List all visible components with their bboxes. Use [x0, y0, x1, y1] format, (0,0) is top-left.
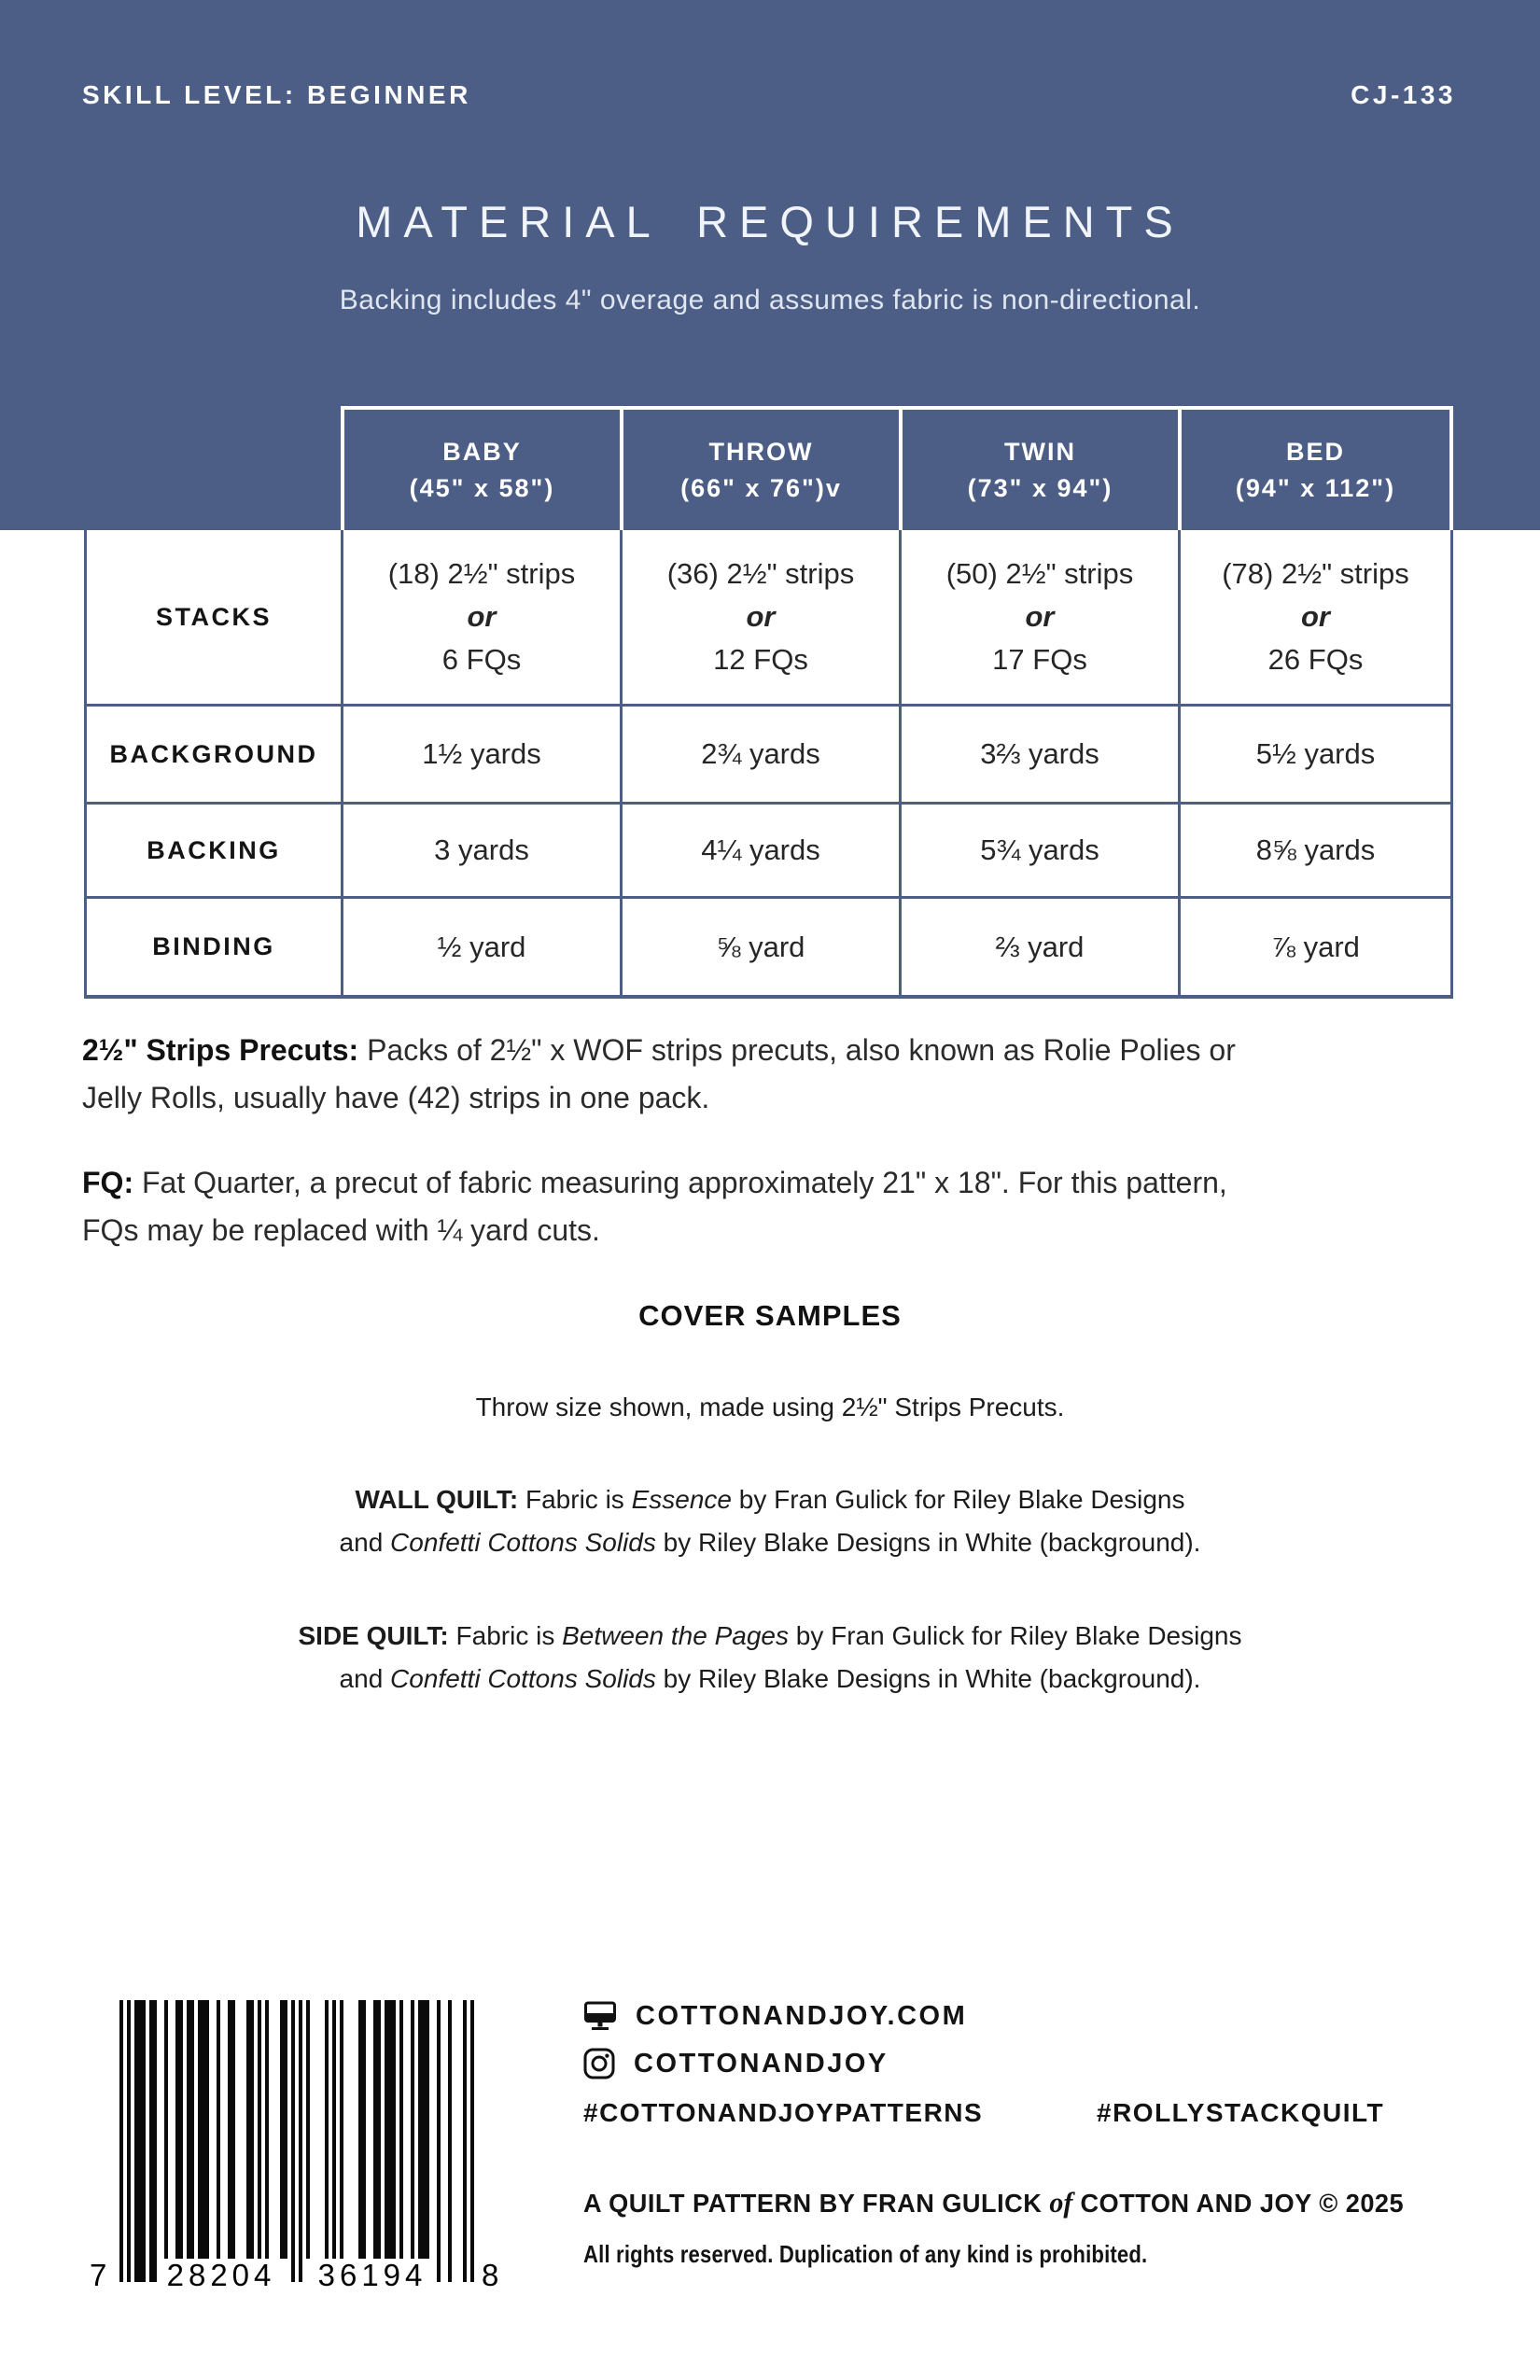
material-table-header	[84, 406, 1453, 530]
instagram-handle: COTTONANDJOY	[634, 2048, 889, 2079]
table-cell-stacks-baby	[343, 530, 620, 704]
table-cell-background-throw: 2¾ yards	[623, 707, 899, 802]
table-cell-binding-throw: ⅝ yard	[623, 899, 899, 995]
stacks-fqs: 6 FQs	[441, 642, 522, 676]
stacks-strips: (50) 2½" strips	[945, 557, 1134, 591]
column-header-twin	[899, 406, 1178, 530]
cover-samples-intro: Throw size shown, made using 2½" Strips Precuts.	[475, 1393, 1065, 1421]
table-cell-background-twin: 3⅔ yards	[902, 707, 1178, 802]
row-label-stacks: STACKS	[87, 530, 341, 704]
table-cell-backing-baby: 3 yards	[343, 805, 620, 896]
cover-samples-section	[0, 1299, 1540, 1751]
material-requirements-table	[84, 530, 1453, 999]
table-corner-cell	[84, 406, 341, 530]
column-size: (73" x 94")	[967, 473, 1113, 502]
column-name: BED	[1285, 438, 1345, 467]
stacks-or: or	[746, 600, 776, 634]
barcode-bar	[470, 2000, 474, 2282]
table-cell-backing-throw: 4¼ yards	[623, 805, 899, 896]
column-name: TWIN	[1004, 438, 1076, 467]
definition-notes	[82, 1027, 1487, 1292]
stacks-fqs: 12 FQs	[713, 642, 808, 676]
stacks-strips: (36) 2½" strips	[666, 557, 855, 591]
hashtag-patterns: #COTTONANDJOYPATTERNS	[583, 2098, 984, 2127]
column-name: BABY	[442, 438, 522, 467]
column-size: (45" x 58")	[409, 473, 555, 502]
column-header-bed	[1178, 406, 1453, 530]
page-title: MATERIAL REQUIREMENTS	[356, 197, 1184, 246]
barcode-digits-group2: 36194	[317, 2258, 427, 2292]
column-header-throw	[620, 406, 899, 530]
rights-line: All rights reserved. Duplication of any kind is prohibited.	[583, 2240, 1148, 2268]
barcode-digit-left: 7	[90, 2258, 112, 2292]
pattern-code: CJ-133	[1351, 80, 1456, 109]
monitor-icon	[583, 1999, 617, 2033]
column-header-baby	[341, 406, 620, 530]
table-cell-background-bed: 5½ yards	[1181, 707, 1450, 802]
website-row	[583, 1999, 967, 2033]
table-cell-binding-twin: ⅔ yard	[902, 899, 1178, 995]
table-cell-stacks-throw	[623, 530, 899, 704]
side-quilt-note: SIDE QUILT: Fabric is Between the Pages by Fran Gulick for Riley Blake Designs and Confetti Cottons Solids by Riley Blake Designs in White (background).	[298, 1621, 1242, 1693]
credit-line: A QUILT PATTERN BY FRAN GULICK of COTTON AND JOY © 2025	[583, 2186, 1405, 2219]
column-size: (94" x 112")	[1235, 473, 1396, 502]
header-meta-row	[82, 80, 1456, 110]
cover-samples-heading: COVER SAMPLES	[638, 1299, 902, 1332]
stacks-or: or	[1301, 600, 1330, 634]
instagram-row	[583, 2048, 889, 2079]
table-cell-background-baby: 1½ yards	[343, 707, 620, 802]
page-subtitle: Backing includes 4" overage and assumes fabric is non-directional.	[339, 285, 1201, 315]
barcode-digits-group1: 28204	[166, 2258, 276, 2292]
table-cell-stacks-twin	[902, 530, 1178, 704]
note-fq: FQ: Fat Quarter, a precut of fabric measuring approximately 21" x 18". For this pattern, FQs may be replaced with ¼ yard cuts.	[82, 1166, 1227, 1247]
row-label-background: BACKGROUND	[87, 707, 341, 802]
row-label-backing: BACKING	[87, 805, 341, 896]
table-cell-stacks-bed	[1181, 530, 1450, 704]
stacks-strips: (18) 2½" strips	[387, 557, 576, 591]
wall-quilt-note: WALL QUILT: Fabric is Essence by Fran Gulick for Riley Blake Designs and Confetti Cottons Solids by Riley Blake Designs in White (background).	[339, 1485, 1201, 1557]
note-strips-precuts: 2½" Strips Precuts: Packs of 2½" x WOF strips precuts, also known as Rolie Polies or Jelly Rolls, usually have (42) strips in one pack.	[82, 1033, 1236, 1114]
table-cell-backing-bed: 8⅝ yards	[1181, 805, 1450, 896]
table-cell-binding-baby: ½ yard	[343, 899, 620, 995]
stacks-or: or	[1025, 600, 1055, 634]
column-name: THROW	[708, 438, 814, 467]
row-label-binding: BINDING	[87, 899, 341, 995]
barcode-digit-right: 8	[482, 2258, 504, 2292]
upc-barcode	[90, 2000, 504, 2292]
stacks-fqs: 17 FQs	[992, 642, 1087, 676]
website-url: COTTONANDJOY.COM	[636, 2000, 968, 2031]
table-cell-binding-bed: ⅞ yard	[1181, 899, 1450, 995]
table-cell-backing-twin: 5¾ yards	[902, 805, 1178, 896]
stacks-fqs: 26 FQs	[1267, 642, 1364, 676]
stacks-or: or	[467, 600, 497, 634]
hashtag-quilt: #ROLLYSTACKQUILT	[1097, 2098, 1385, 2127]
stacks-strips: (78) 2½" strips	[1222, 557, 1409, 591]
instagram-icon	[583, 2048, 615, 2079]
footer-info	[583, 1999, 1433, 2298]
column-size: (66" x 76")v	[680, 473, 842, 502]
skill-level-label: SKILL LEVEL: BEGINNER	[82, 80, 471, 109]
